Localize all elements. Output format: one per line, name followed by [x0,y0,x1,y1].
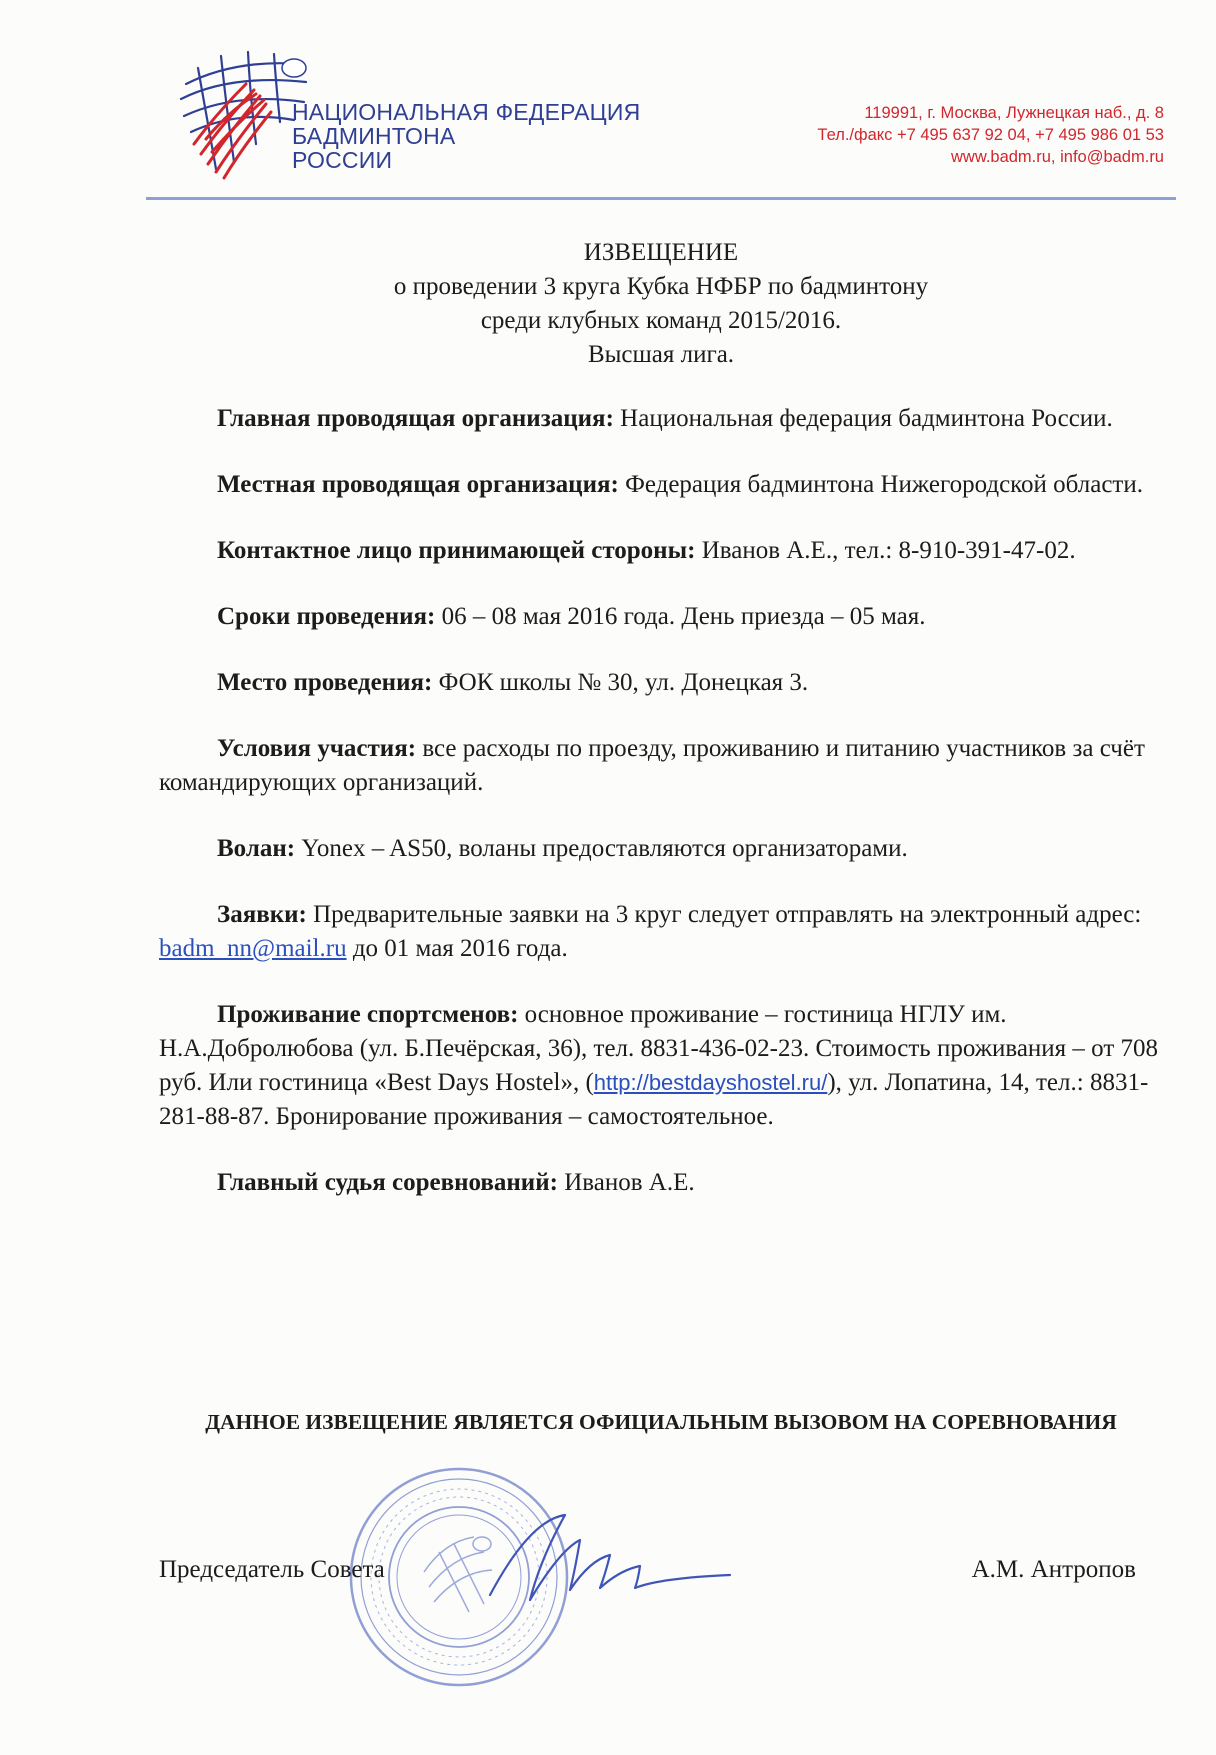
entries-text-after: до 01 мая 2016 года. [352,935,568,962]
chief-judge-text: Иванов А.Е. [564,1169,695,1196]
lodging-label: Проживание спортсменов: [217,1001,519,1028]
dates-label: Сроки проведения: [217,603,436,630]
chief-judge-label: Главный судья соревнований: [217,1169,558,1196]
conditions-paragraph [159,732,1159,800]
header-divider [146,197,1176,200]
org-name-line-2: БАДМИНТОНА [292,123,456,149]
organization-name [292,100,640,172]
lodging-paragraph: Проживание спортсменов: основное проживание – гостиница НГЛУ им. Н.А.Добролюбова (ул. Б.Печёрская, 36), тел. 8831-436-02-23. Стоимость проживания – от 708 руб. Или гостиница «Best Days Hostel», (http://bestdayshostel.ru/), ул. Лопатина, 14, тел.: 8831-281-88-87. Бронирование проживания – самостоятельное. [159,1001,1159,1130]
shuttlecock-paragraph [159,832,1159,866]
entries-text-before: Предварительные заявки на 3 круг следует отправлять на электронный адрес: [313,901,1142,928]
document-body [159,402,1159,1232]
org-name-line-3: РОССИИ [292,147,393,173]
main-organizer-paragraph [159,402,1159,436]
org-phone: Тел./факс +7 495 637 92 04, +7 495 986 01 53 [817,126,1164,144]
main-organizer-text: Национальная федерация бадминтона России. [620,405,1113,432]
org-address: 119991, г. Москва, Лужнецкая наб., д. 8 [864,104,1164,122]
local-organizer-text: Федерация бадминтона Нижегородской области. [625,471,1143,498]
contact-paragraph [159,534,1159,568]
title-line-1: ИЗВЕЩЕНИЕ [583,239,739,266]
document-title [146,236,1176,372]
title-line-4: Высшая лига. [587,341,735,368]
venue-label: Место проведения: [217,669,433,696]
handwritten-signature-icon [470,1500,770,1620]
hostel-website-link[interactable]: http://bestdayshostel.ru/ [593,1070,828,1095]
dates-text: 06 – 08 мая 2016 года. День приезда – 05 мая. [441,603,926,630]
dates-paragraph [159,600,1159,634]
org-name-line-1: НАЦИОНАЛЬНАЯ ФЕДЕРАЦИЯ [292,99,641,125]
main-organizer-label: Главная проводящая организация: [217,405,614,432]
chief-judge-paragraph [159,1166,1159,1200]
shuttlecock-label: Волан: [217,835,296,862]
venue-text: ФОК школы № 30, ул. Донецкая 3. [438,669,809,696]
contact-text: Иванов А.Е., тел.: 8-910-391-47-02. [701,537,1076,564]
entries-label: Заявки: [217,901,307,928]
lodging-text-2: ул. Лопатина, 14, тел.: 8831-281-88-87. Бронирование проживания – самостоятельное. [159,1069,1149,1130]
signer-name: А.М. Антропов [971,1556,1136,1583]
entries-email-link[interactable]: badm_nn@mail.ru [159,935,347,962]
venue-paragraph [159,666,1159,700]
organization-contacts [817,102,1164,168]
title-line-2: о проведении 3 круга Кубка НФБР по бадминтону [393,273,929,300]
local-organizer-paragraph [159,468,1159,502]
lodging-text-1: основное проживание – гостиница НГЛУ им. Н.А.Добролюбова (ул. Б.Печёрская, 36), тел. 8831-436-02-23. Стоимость проживания – от 708 руб. Или гостиница «Best Days Hostel», [159,1001,1159,1096]
conditions-label: Условия участия: [217,735,417,762]
official-notice: ДАННОЕ ИЗВЕЩЕНИЕ ЯВЛЯЕТСЯ ОФИЦИАЛЬНЫМ ВЫЗОВОМ НА СОРЕВНОВАНИЯ [205,1410,1117,1434]
entries-paragraph [159,898,1159,966]
shuttlecock-text: Yonex – AS50, воланы предоставляются организаторами. [301,835,908,862]
title-line-3: среди клубных команд 2015/2016. [480,307,842,334]
contact-label: Контактное лицо принимающей стороны: [217,537,696,564]
org-web-email: www.badm.ru, info@badm.ru [950,148,1164,166]
signer-role: Председатель Совета [159,1556,385,1583]
conditions-text: все расходы по проезду, проживанию и питанию участников за счёт командирующих организаций. [159,735,1145,796]
local-organizer-label: Местная проводящая организация: [217,471,619,498]
